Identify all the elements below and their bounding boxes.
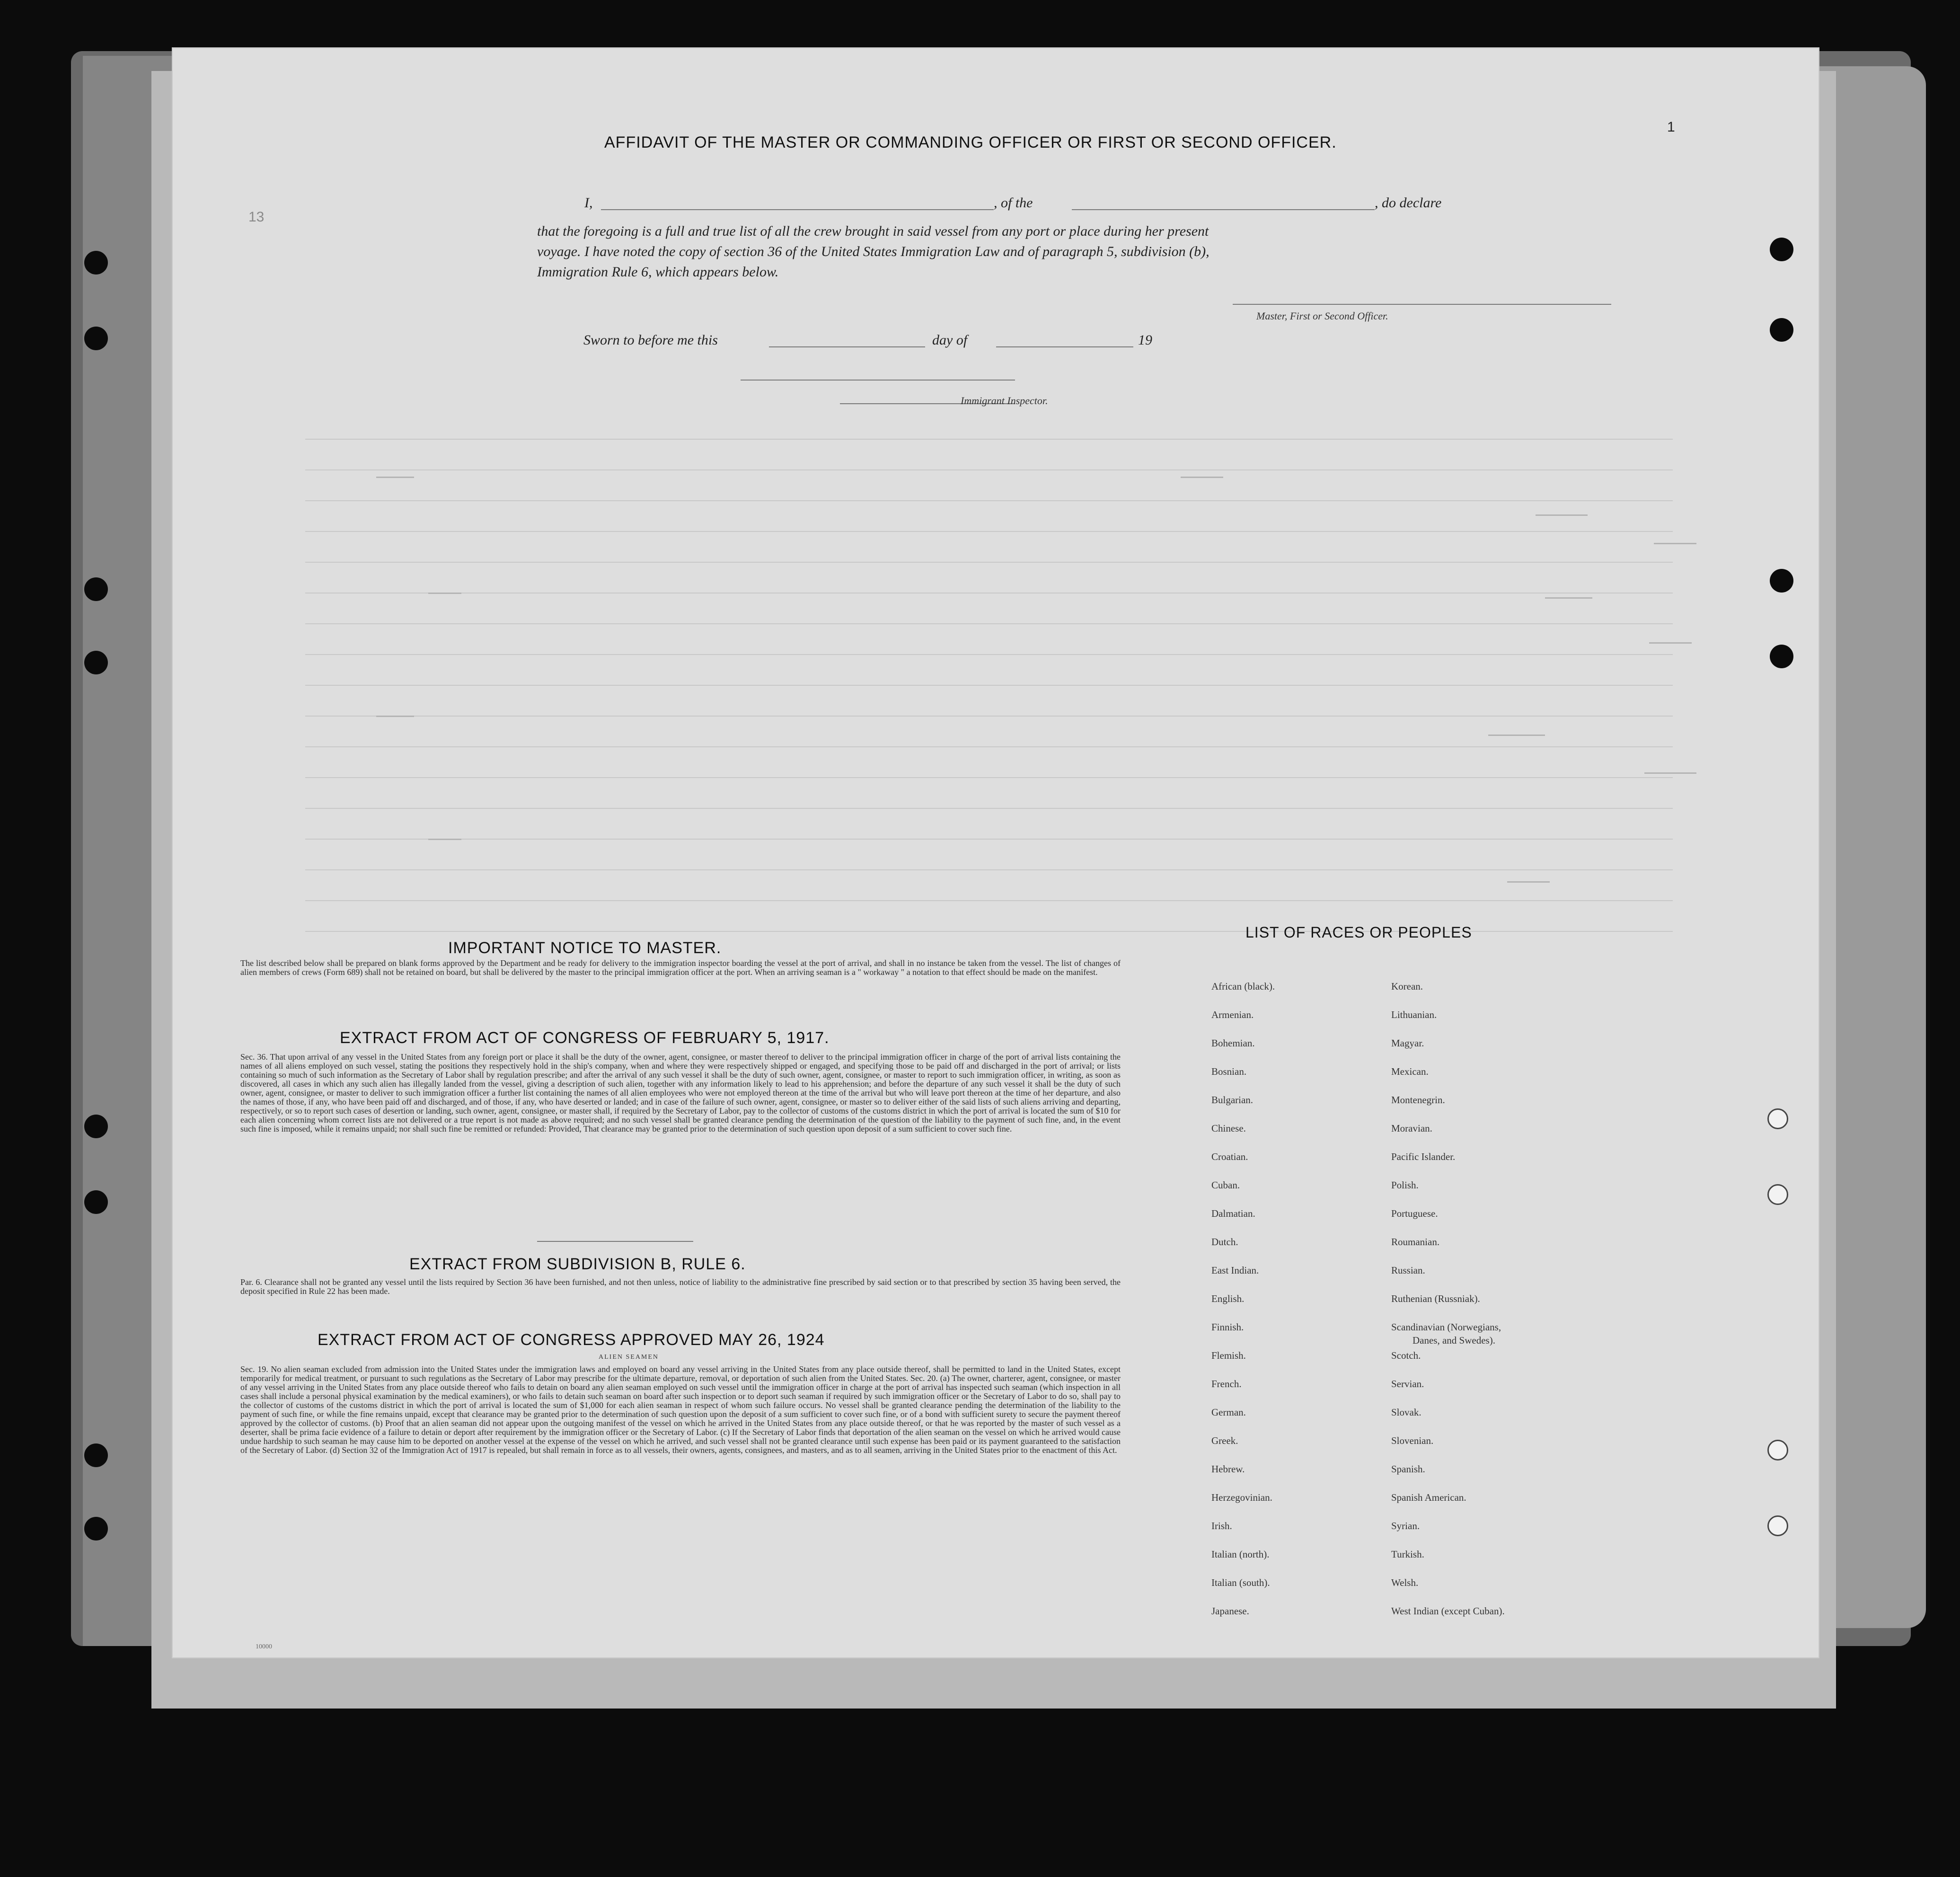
race-left-item: Cuban. xyxy=(1211,1179,1240,1191)
bleed-through-row xyxy=(305,654,1673,655)
race-right-item: Pacific Islander. xyxy=(1391,1151,1456,1162)
bleed-through-mark xyxy=(376,477,414,478)
race-right-item: Scotch. xyxy=(1391,1350,1421,1361)
race-left-item: German. xyxy=(1211,1407,1246,1418)
binder-hole xyxy=(84,1443,108,1467)
race-right-item: Russian. xyxy=(1391,1265,1425,1276)
bleed-through-row xyxy=(305,900,1673,901)
alien-seamen-subtitle: ALIEN SEAMEN xyxy=(599,1354,659,1361)
race-left-item: English. xyxy=(1211,1293,1245,1304)
affidavit-of-the: , of the xyxy=(994,195,1033,211)
bleed-through-row xyxy=(305,808,1673,809)
race-left-item: Herzegovinian. xyxy=(1211,1492,1272,1503)
binder-hole xyxy=(84,327,108,350)
race-left-item: Italian (south). xyxy=(1211,1577,1270,1588)
bleed-through-row xyxy=(305,716,1673,717)
notice-body: The list described below shall be prepared on blank forms approved by the Department and be ready for delivery to the immigration inspector boarding the vessel at the port of arrival, and shall in no instance be taken from the vessel. The list of changes of alien members of crews (Form 689) shall not be retained on board, but shall be delivered by the master to the principal immigration officer at the port. When an arriving seaman is a " workaway " a notation to that effect should be made on the manifest. xyxy=(240,958,1121,977)
affidavit-title: AFFIDAVIT OF THE MASTER OR COMMANDING OFFICER OR FIRST OR SECOND OFFICER. xyxy=(604,133,1337,151)
race-right-item: Slovak. xyxy=(1391,1407,1421,1418)
binder-hole xyxy=(84,1190,108,1214)
extract-1917-body: Sec. 36. That upon arrival of any vessel in the United States from any foreign port or place it shall be the duty of the owner, agent, consignee, or master thereof to deliver to the principal immigration officer in charge of the port of arrival lists containing the names of all aliens employed on such vessel, stating the positions they respectively hold in the ship's company, when and where they were respectively shipped or engaged, and specifying those to be paid off and discharged in the port of arrival; or lists containing so much of such information as the Secretary of Labor shall by regulation prescribe; and after the arrival of any such vessel it shall be the duty of such owner, agent, consignee, or master to report to such immigration officer, in writing, as soon as discovered, all cases in which any such alien has illegally landed from the vessel, giving a description of such alien, together with any information likely to lead to his apprehension; and before the departure of any such vessel it shall be the duty of such owner, agent, consignee, or master to deliver to such immigration officer a further list containing the names of all alien employees who were not employed thereon at the time of the arrival but who will leave port thereon at the time of her departure, and also the names of those, if any, who have been paid off and discharged, and of those, if any, who have deserted or landed; and in case of the failure of such owner, agent, consignee, or master so to deliver either of the said lists of such aliens arriving and departing, respectively, or so to report such cases of desertion or landing, such owner, agent, consignee, or master shall, if required by the Secretary of Labor, pay to the collector of customs of the customs district in which the port of arrival is located the sum of $10 for each alien concerning whom correct lists are not delivered or a true report is not made as above required; and no such vessel shall be granted clearance pending the determination of the question of the liability to the payment of such fine, and, in the event such fine is imposed, while it remains unpaid; nor shall such fine be remitted or refunded: Provided, That clearance may be granted prior to the determination of such question upon deposit of a sum sufficient to cover such fine. xyxy=(240,1052,1121,1133)
bleed-through-row xyxy=(305,685,1673,686)
races-title: LIST OF RACES OR PEOPLES xyxy=(1245,924,1472,941)
race-right-item: Turkish. xyxy=(1391,1549,1424,1560)
punch-hole xyxy=(1770,569,1793,593)
inspector-label: Immigrant Inspector. xyxy=(961,395,1048,407)
subdivision-b-body: Par. 6. Clearance shall not be granted any vessel until the lists required by Section 36 have been furnished, and not then unless, notice of liability to the administrative fine prescribed by said section or to that prescribed by section 35 having been served, the deposit specified in Rule 22 has been made. xyxy=(240,1277,1121,1296)
binder-hole xyxy=(84,1115,108,1138)
race-right-item: Spanish American. xyxy=(1391,1492,1466,1503)
bleed-through-row xyxy=(305,469,1673,470)
master-signature-line xyxy=(1233,304,1611,305)
race-right-item: Ruthenian (Russniak). xyxy=(1391,1293,1480,1304)
bleed-through-mark xyxy=(428,839,461,840)
bleed-through-mark xyxy=(1649,642,1692,644)
bleed-through-mark xyxy=(1654,543,1696,544)
race-left-item: Hebrew. xyxy=(1211,1463,1245,1475)
bleed-through-row xyxy=(305,869,1673,870)
bleed-through-row xyxy=(305,439,1673,440)
race-left-item: Armenian. xyxy=(1211,1009,1254,1020)
punch-hole xyxy=(1767,1440,1788,1461)
section-divider xyxy=(537,1241,693,1242)
race-left-item: African (black). xyxy=(1211,981,1275,992)
extract-1924-title: EXTRACT FROM ACT OF CONGRESS APPROVED MAY 26, 1924 xyxy=(318,1331,825,1349)
race-right-item: Polish. xyxy=(1391,1179,1419,1191)
bleed-through-mark xyxy=(1545,597,1592,599)
bleed-through-row xyxy=(305,746,1673,747)
race-left-item: Bosnian. xyxy=(1211,1066,1247,1077)
race-right-item-continued: Danes, and Swedes). xyxy=(1413,1335,1495,1346)
affidavit-line-3: voyage. I have noted the copy of section 36 of the United States Immigration Law and of paragraph 5, subdivision (b), xyxy=(537,244,1210,259)
race-left-item: Finnish. xyxy=(1211,1321,1244,1333)
race-right-item: Moravian. xyxy=(1391,1123,1432,1134)
extract-1917-title: EXTRACT FROM ACT OF CONGRESS OF FEBRUARY 5, 1917. xyxy=(340,1029,830,1047)
race-right-item: Lithuanian. xyxy=(1391,1009,1437,1020)
binder-hole xyxy=(84,251,108,274)
race-right-item: Spanish. xyxy=(1391,1463,1425,1475)
race-left-item: Dutch. xyxy=(1211,1236,1238,1248)
bleed-through-row xyxy=(305,531,1673,532)
year-prefix: 19 xyxy=(1138,332,1152,348)
vessel-name-line xyxy=(1072,209,1375,210)
race-right-item: Mexican. xyxy=(1391,1066,1429,1077)
bleed-through-mark xyxy=(1488,735,1545,736)
punch-hole xyxy=(1770,318,1793,342)
day-of-text: day of xyxy=(932,332,968,348)
race-left-item: Bohemian. xyxy=(1211,1037,1255,1049)
punch-hole xyxy=(1770,645,1793,668)
race-right-item: Slovenian. xyxy=(1391,1435,1434,1446)
bleed-through-mark xyxy=(1536,514,1588,516)
race-right-item: Servian. xyxy=(1391,1378,1424,1390)
bleed-through-row xyxy=(305,839,1673,840)
binder-hole xyxy=(84,651,108,674)
bleed-through-mark xyxy=(376,716,414,717)
punch-hole xyxy=(1767,1108,1788,1129)
extract-1924-body: Sec. 19. No alien seaman excluded from admission into the United States under the immigration laws and employed on board any vessel arriving in the United States from any place outside thereof, shall be permitted to land in the United States, except temporarily for medical treatment, or pursuant to such regulations as the Secretary of Labor may prescribe for the ultimate departure, removal, or deportation of such alien from the United States. Sec. 20. (a) The owner, charterer, agent, consignee, or master of any vessel arriving in the United States from any place outside thereof who fails to detain on board any alien seaman employed on such vessel until the immigration officer in charge at the port of arrival has inspected such seaman (which inspection in all cases shall include a personal physical examination by the medical examiners), or who fails to detain such seaman on board after such inspection or to deport such seaman if required by such immigration officer or the Secretary of Labor to do so, shall pay to the collector of customs of the customs district in which the port of arrival is located the sum of $1,000 for each alien seaman in respect of whom such failure occurs. No vessel shall be granted clearance pending the determination of the liability to the payment of such fine, or while the fine remains unpaid, except that clearance may be granted prior to the determination of such question upon the deposit of a sum sufficient to cover such fine, or of a bond with sufficient surety to secure the payment thereof approved by the collector of customs. (b) Proof that an alien seaman did not appear upon the outgoing manifest of the vessel on which he arrived in the United States from any place outside thereof, or that he was reported by the master of such vessel as a deserter, shall be prima facie evidence of a failure to detain or deport after requirement by the immigration officer or the Secretary of Labor. (c) If the Secretary of Labor finds that deportation of the alien seaman on the vessel on which he arrived would cause undue hardship to such seaman he may cause him to be deported on another vessel at the expense of the vessel on which he arrived, and such vessel shall not be granted clearance until such expense has been paid or its payment guaranteed to the satisfaction of the Secretary of Labor. (d) Section 32 of the Immigration Act of 1917 is repealed, but shall remain in force as to all vessels, their owners, agents, consignees, and masters, and as to all seamen, arriving in the United States prior to the enactment of this Act. xyxy=(240,1364,1121,1455)
form-code: 10000 xyxy=(256,1643,272,1650)
race-right-item: Welsh. xyxy=(1391,1577,1419,1588)
subdivision-b-title: EXTRACT FROM SUBDIVISION B, RULE 6. xyxy=(409,1255,746,1273)
race-right-item: Roumanian. xyxy=(1391,1236,1440,1248)
punch-hole xyxy=(1767,1184,1788,1205)
manifest-page xyxy=(173,48,1819,1657)
punch-hole xyxy=(1767,1515,1788,1536)
race-right-item: Magyar. xyxy=(1391,1037,1424,1049)
notice-title: IMPORTANT NOTICE TO MASTER. xyxy=(448,939,722,957)
race-right-item: Syrian. xyxy=(1391,1520,1420,1532)
affidavit-i: I, xyxy=(584,195,593,211)
affidavit-line-2: that the foregoing is a full and true list of all the crew brought in said vessel from any port or place during her present xyxy=(537,223,1209,239)
race-left-item: French. xyxy=(1211,1378,1242,1390)
punch-hole xyxy=(1770,238,1793,261)
master-label: Master, First or Second Officer. xyxy=(1256,310,1388,322)
officer-name-line xyxy=(601,209,994,210)
race-left-item: Dalmatian. xyxy=(1211,1208,1255,1219)
sworn-date-line xyxy=(769,346,925,347)
affidavit-declare: , do declare xyxy=(1375,195,1442,211)
race-left-item: Italian (north). xyxy=(1211,1549,1270,1560)
binder-hole xyxy=(84,577,108,601)
race-right-item: Korean. xyxy=(1391,981,1423,992)
inspector-signature-line-1 xyxy=(741,380,1015,381)
corner-mark: 1 xyxy=(1667,119,1675,135)
bleed-through-row xyxy=(305,777,1673,778)
race-left-item: Croatian. xyxy=(1211,1151,1248,1162)
race-left-item: Flemish. xyxy=(1211,1350,1246,1361)
race-right-item: Portuguese. xyxy=(1391,1208,1438,1219)
margin-number: 13 xyxy=(248,209,265,225)
bleed-through-mark xyxy=(428,593,461,594)
bleed-through-mark xyxy=(1507,881,1550,883)
race-left-item: Greek. xyxy=(1211,1435,1238,1446)
race-left-item: Japanese. xyxy=(1211,1605,1249,1617)
bleed-through-row xyxy=(305,623,1673,624)
race-right-item: Montenegrin. xyxy=(1391,1094,1445,1106)
race-left-item: Irish. xyxy=(1211,1520,1232,1532)
bleed-through-mark xyxy=(1644,772,1696,774)
race-left-item: Bulgarian. xyxy=(1211,1094,1254,1106)
sworn-text: Sworn to before me this xyxy=(583,332,718,348)
bleed-through-row xyxy=(305,500,1673,501)
race-right-item: Scandinavian (Norwegians, xyxy=(1391,1321,1501,1333)
bleed-through-mark xyxy=(1181,477,1223,478)
race-left-item: Chinese. xyxy=(1211,1123,1246,1134)
race-right-item: West Indian (except Cuban). xyxy=(1391,1605,1505,1617)
bleed-through-row xyxy=(305,562,1673,563)
binder-hole xyxy=(84,1517,108,1541)
race-left-item: East Indian. xyxy=(1211,1265,1259,1276)
sworn-month-line xyxy=(996,346,1133,347)
affidavit-line-4: Immigration Rule 6, which appears below. xyxy=(537,264,779,280)
